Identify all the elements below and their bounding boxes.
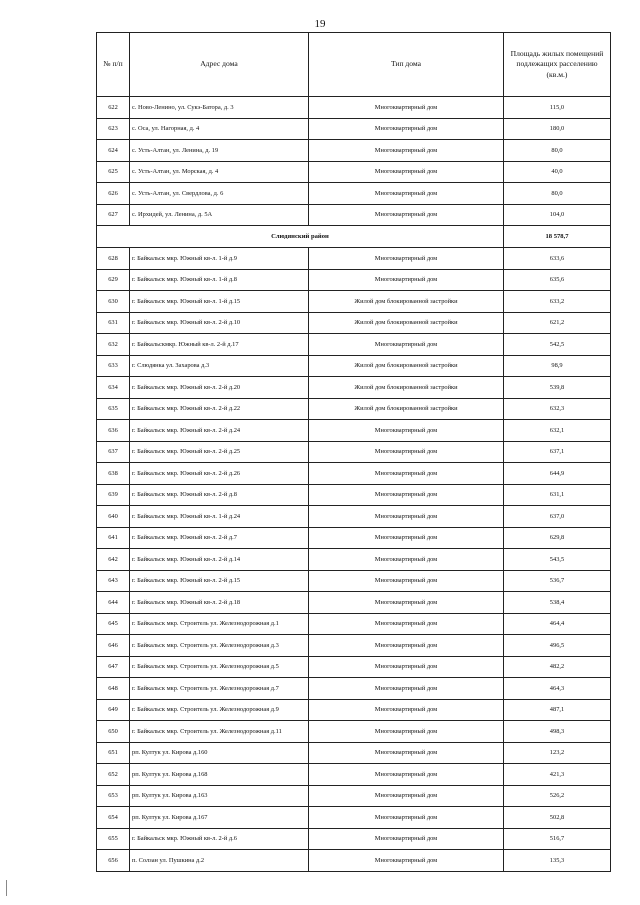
table-row [97, 441, 611, 463]
row-area: 637,1 [504, 441, 611, 463]
table-row [97, 850, 611, 872]
row-area: 539,8 [504, 377, 611, 399]
row-number: 651 [97, 742, 130, 764]
table-row [97, 97, 611, 119]
row-number: 654 [97, 807, 130, 829]
table-row [97, 764, 611, 786]
row-address: г. Байкальск мкр. Южный кв-л. 2-й д.18 [130, 592, 309, 614]
row-number: 628 [97, 248, 130, 270]
row-area: 629,8 [504, 527, 611, 549]
table-row [97, 118, 611, 140]
table-row [97, 742, 611, 764]
table-row [97, 269, 611, 291]
row-area: 40,0 [504, 161, 611, 183]
row-address: г. Байкальск мкр. Южный кв-л. 2-й д.10 [130, 312, 309, 334]
row-address: рп. Култук ул. Кирова д.168 [130, 764, 309, 786]
table-row [97, 721, 611, 743]
row-area: 637,0 [504, 506, 611, 528]
row-number: 655 [97, 828, 130, 850]
row-area: 644,9 [504, 463, 611, 485]
table-row [97, 248, 611, 270]
header-house-type: Тип дома [309, 33, 504, 97]
row-area: 135,3 [504, 850, 611, 872]
row-number: 636 [97, 420, 130, 442]
row-house-type: Многоквартирный дом [309, 140, 504, 162]
rows-before-section [97, 97, 611, 226]
row-number: 624 [97, 140, 130, 162]
row-address: г. Слюдянка ул. Захарова д.3 [130, 355, 309, 377]
table-row [97, 699, 611, 721]
row-house-type: Жилой дом блокированной застройки [309, 291, 504, 313]
row-address: г. Байкальск мкр. Южный кв-л. 1-й д.15 [130, 291, 309, 313]
row-number: 647 [97, 656, 130, 678]
row-house-type: Многоквартирный дом [309, 570, 504, 592]
table-row [97, 613, 611, 635]
row-address: г. Байкальск мкр. Южный кв-л. 2-й д.20 [130, 377, 309, 399]
row-address: г. Байкальск мкр. Строитель ул. Железнодорожная д.3 [130, 635, 309, 657]
row-area: 633,6 [504, 248, 611, 270]
row-address: г. Байкальск мкр. Южный кв-л. 2-й д.8 [130, 484, 309, 506]
row-house-type: Многоквартирный дом [309, 656, 504, 678]
row-number: 650 [97, 721, 130, 743]
row-house-type: Многоквартирный дом [309, 764, 504, 786]
header-area: Площадь жилых помещений подлежащих расселению (кв.м.) [504, 33, 611, 97]
table-row [97, 463, 611, 485]
row-area: 538,4 [504, 592, 611, 614]
row-area: 498,3 [504, 721, 611, 743]
row-address: г. Байкальск мкр. Южный кв-л. 1-й д.24 [130, 506, 309, 528]
row-area: 496,5 [504, 635, 611, 657]
row-number: 635 [97, 398, 130, 420]
row-number: 634 [97, 377, 130, 399]
row-number: 625 [97, 161, 130, 183]
row-area: 115,0 [504, 97, 611, 119]
row-house-type: Многоквартирный дом [309, 97, 504, 119]
row-number: 639 [97, 484, 130, 506]
row-number: 623 [97, 118, 130, 140]
row-number: 640 [97, 506, 130, 528]
row-area: 516,7 [504, 828, 611, 850]
row-house-type: Многоквартирный дом [309, 484, 504, 506]
row-address: г. Байкальск мкр. Южный кв-л. 2-й д.26 [130, 463, 309, 485]
row-house-type: Многоквартирный дом [309, 161, 504, 183]
row-area: 502,8 [504, 807, 611, 829]
row-address: с. Усть-Алтан, ул. Ленина, д. 19 [130, 140, 309, 162]
row-area: 98,9 [504, 355, 611, 377]
row-number: 649 [97, 699, 130, 721]
header-address: Адрес дома [130, 33, 309, 97]
row-house-type: Многоквартирный дом [309, 807, 504, 829]
row-number: 622 [97, 97, 130, 119]
row-address: г. Байкальск мкр. Южный кв-л. 1-й д.8 [130, 269, 309, 291]
table-header-row [97, 33, 611, 97]
row-house-type: Жилой дом блокированной застройки [309, 355, 504, 377]
row-address: г. Байкальск мкр. Южный кв-л. 2-й д.15 [130, 570, 309, 592]
row-area: 543,5 [504, 549, 611, 571]
row-house-type: Многоквартирный дом [309, 549, 504, 571]
row-address: г. Байкальск мкр. Строитель ул. Железнодорожная д.9 [130, 699, 309, 721]
row-number: 638 [97, 463, 130, 485]
row-address: г. Байкальск мкр. Южный кв-л. 2-й д.25 [130, 441, 309, 463]
row-address: рп. Култук ул. Кирова д.163 [130, 785, 309, 807]
row-area: 80,0 [504, 183, 611, 205]
row-number: 656 [97, 850, 130, 872]
row-area: 180,0 [504, 118, 611, 140]
section-name: Слюдянский район [97, 226, 504, 248]
row-number: 629 [97, 269, 130, 291]
row-address: г. Байкальск мкр. Южный кв-л. 2-й д.6 [130, 828, 309, 850]
row-house-type: Многоквартирный дом [309, 118, 504, 140]
row-address: с. Усть-Алтан, ул. Свердлова, д. 6 [130, 183, 309, 205]
row-area: 633,2 [504, 291, 611, 313]
row-area: 632,1 [504, 420, 611, 442]
row-house-type: Многоквартирный дом [309, 334, 504, 356]
table-row [97, 527, 611, 549]
row-area: 421,3 [504, 764, 611, 786]
table-row [97, 506, 611, 528]
row-number: 641 [97, 527, 130, 549]
row-number: 643 [97, 570, 130, 592]
row-house-type: Многоквартирный дом [309, 721, 504, 743]
row-address: с. Ирхидей, ул. Ленина, д. 5А [130, 204, 309, 226]
row-number: 627 [97, 204, 130, 226]
margin-mark [6, 880, 7, 896]
row-address: с. Ново-Ленино, ул. Сукэ-Батора, д. 3 [130, 97, 309, 119]
table-row [97, 592, 611, 614]
row-area: 621,2 [504, 312, 611, 334]
row-number: 648 [97, 678, 130, 700]
row-house-type: Многоквартирный дом [309, 850, 504, 872]
row-area: 464,3 [504, 678, 611, 700]
row-area: 80,0 [504, 140, 611, 162]
row-house-type: Многоквартирный дом [309, 183, 504, 205]
row-house-type: Многоквартирный дом [309, 204, 504, 226]
row-address: рп. Култук ул. Кирова д.167 [130, 807, 309, 829]
row-house-type: Многоквартирный дом [309, 420, 504, 442]
table-row [97, 377, 611, 399]
row-house-type: Многоквартирный дом [309, 441, 504, 463]
table-row [97, 785, 611, 807]
row-area: 482,2 [504, 656, 611, 678]
section-total: 18 578,7 [504, 226, 611, 248]
row-number: 626 [97, 183, 130, 205]
row-house-type: Многоквартирный дом [309, 592, 504, 614]
table-row [97, 635, 611, 657]
row-number: 631 [97, 312, 130, 334]
row-house-type: Многоквартирный дом [309, 742, 504, 764]
table-row [97, 355, 611, 377]
rows-after-section [97, 248, 611, 872]
row-area: 632,3 [504, 398, 611, 420]
table-row [97, 183, 611, 205]
row-house-type: Многоквартирный дом [309, 506, 504, 528]
page-number: 19 [314, 18, 326, 30]
row-area: 526,2 [504, 785, 611, 807]
row-number: 646 [97, 635, 130, 657]
row-address: г. Байкальск мкр. Строитель ул. Железнодорожная д.11 [130, 721, 309, 743]
row-house-type: Многоквартирный дом [309, 699, 504, 721]
row-number: 632 [97, 334, 130, 356]
row-number: 644 [97, 592, 130, 614]
section-block [97, 226, 611, 248]
row-house-type: Жилой дом блокированной застройки [309, 398, 504, 420]
row-house-type: Многоквартирный дом [309, 635, 504, 657]
row-address: г. Байкальск мкр. Южный кв-л. 1-й д.9 [130, 248, 309, 270]
table-row [97, 549, 611, 571]
table-row [97, 398, 611, 420]
row-address: с. Усть-Алтан, ул. Морская, д. 4 [130, 161, 309, 183]
row-number: 633 [97, 355, 130, 377]
row-number: 645 [97, 613, 130, 635]
header-number: № п/п [97, 33, 130, 97]
row-house-type: Многоквартирный дом [309, 527, 504, 549]
table-row [97, 656, 611, 678]
row-area: 631,1 [504, 484, 611, 506]
row-area: 635,6 [504, 269, 611, 291]
row-area: 536,7 [504, 570, 611, 592]
housing-registry-table [96, 32, 611, 872]
table-row [97, 420, 611, 442]
row-house-type: Многоквартирный дом [309, 463, 504, 485]
section-row [97, 226, 611, 248]
row-address: г. Байкальск мкр. Южный кв-л. 2-й д.24 [130, 420, 309, 442]
row-area: 464,4 [504, 613, 611, 635]
table-row [97, 807, 611, 829]
table-row [97, 828, 611, 850]
table-row [97, 570, 611, 592]
row-address: г. Байкальск мкр. Южный кв-л. 2-й д.7 [130, 527, 309, 549]
row-address: г. Байкальск мкр. Строитель ул. Железнодорожная д.1 [130, 613, 309, 635]
row-address: г. Байкальскмкр. Южный кв-л. 2-й д.17 [130, 334, 309, 356]
row-house-type: Многоквартирный дом [309, 613, 504, 635]
row-address: г. Байкальск мкр. Южный кв-л. 2-й д.14 [130, 549, 309, 571]
row-address: с. Оса, ул. Нагорная, д. 4 [130, 118, 309, 140]
table-row [97, 291, 611, 313]
table-row [97, 204, 611, 226]
row-address: г. Байкальск мкр. Строитель ул. Железнодорожная д.5 [130, 656, 309, 678]
row-address: г. Байкальск мкр. Строитель ул. Железнодорожная д.7 [130, 678, 309, 700]
row-address: рп. Култук ул. Кирова д.160 [130, 742, 309, 764]
row-area: 487,1 [504, 699, 611, 721]
row-number: 630 [97, 291, 130, 313]
row-number: 652 [97, 764, 130, 786]
table-row [97, 161, 611, 183]
table-row [97, 678, 611, 700]
row-house-type: Многоквартирный дом [309, 248, 504, 270]
row-address: п. Солзан ул. Пушкина д.2 [130, 850, 309, 872]
row-house-type: Многоквартирный дом [309, 828, 504, 850]
row-number: 637 [97, 441, 130, 463]
row-house-type: Многоквартирный дом [309, 269, 504, 291]
row-address: г. Байкальск мкр. Южный кв-л. 2-й д.22 [130, 398, 309, 420]
row-house-type: Многоквартирный дом [309, 785, 504, 807]
row-house-type: Жилой дом блокированной застройки [309, 312, 504, 334]
row-house-type: Многоквартирный дом [309, 678, 504, 700]
row-number: 642 [97, 549, 130, 571]
table-row [97, 484, 611, 506]
table-row [97, 140, 611, 162]
row-number: 653 [97, 785, 130, 807]
row-area: 542,5 [504, 334, 611, 356]
table-row [97, 312, 611, 334]
row-area: 123,2 [504, 742, 611, 764]
row-house-type: Жилой дом блокированной застройки [309, 377, 504, 399]
row-area: 104,0 [504, 204, 611, 226]
table-row [97, 334, 611, 356]
